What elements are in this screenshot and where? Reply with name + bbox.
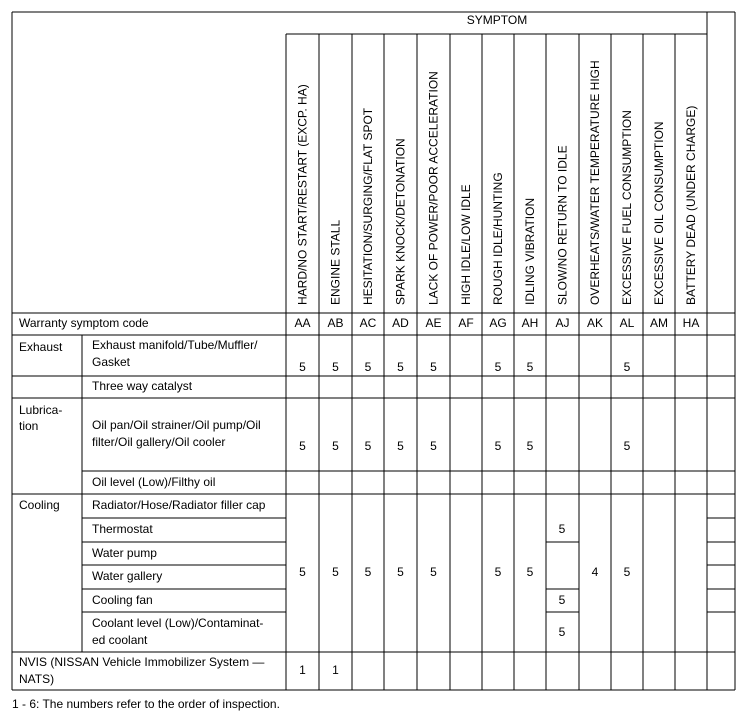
- warranty-code-ab: AB: [327, 316, 344, 330]
- exhaust-value-al: 5: [623, 360, 631, 374]
- cooling-value-ag: 5: [494, 565, 502, 579]
- lubrication-value-ad: 5: [397, 439, 404, 453]
- exhaust-value-ag: 5: [494, 360, 502, 374]
- lubrication-value-ab: 5: [332, 439, 339, 453]
- exhaust-value-ae: 5: [430, 360, 437, 374]
- cooling-value-ae: 5: [430, 565, 437, 579]
- warranty-code-aj: AJ: [555, 316, 570, 330]
- item-exhaust-manifold-line2: Gasket: [92, 355, 131, 369]
- nvis-label-line2: NATS): [19, 672, 55, 686]
- item-radiator: Radiator/Hose/Radiator filler cap: [92, 498, 266, 512]
- warranty-code-ae: AE: [425, 316, 442, 330]
- warranty-code-ah: AH: [521, 316, 539, 330]
- warranty-code-aa: AA: [294, 316, 311, 330]
- lubrication-value-ag: 5: [494, 439, 502, 453]
- cooling-value-ak: 4: [591, 565, 599, 579]
- warranty-code-ac: AC: [359, 316, 377, 330]
- symptom-header-8: IDLING VIBRATION: [523, 197, 537, 305]
- group-label-lubrication-line2: tion: [19, 419, 39, 433]
- exhaust-value-ac: 5: [364, 360, 372, 374]
- item-exhaust-manifold-line1: Exhaust manifold/Tube/Muffler/: [92, 338, 258, 352]
- footnote: 1 - 6: The numbers refer to the order of inspection.: [12, 697, 280, 711]
- symptom-header-7: ROUGH IDLE/HUNTING: [491, 172, 505, 305]
- cooling-value-ah: 5: [526, 565, 534, 579]
- slow-return-thermostat-value: 5: [558, 522, 566, 536]
- symptom-header-1: HARD/NO START/RESTART (EXCP. HA): [295, 84, 310, 305]
- lubrication-value-ah: 5: [526, 439, 534, 453]
- warranty-code-ak: AK: [586, 316, 604, 330]
- cooling-value-al: 5: [623, 565, 631, 579]
- lubrication-value-ae: 5: [430, 439, 437, 453]
- symptom-header-13: BATTERY DEAD (UNDER CHARGE): [684, 105, 698, 305]
- item-thermostat: Thermostat: [92, 522, 153, 536]
- cooling-value-aa: 5: [299, 565, 306, 579]
- lubrication-value-al: 5: [623, 439, 631, 453]
- item-coolant-level-line1: Coolant level (Low)/Contaminat-: [92, 616, 264, 630]
- item-three-way-catalyst: Three way catalyst: [92, 379, 193, 393]
- symptom-header-2: ENGINE STALL: [328, 219, 343, 305]
- group-label-cooling: Cooling: [19, 498, 60, 512]
- group-label-exhaust: Exhaust: [19, 340, 63, 354]
- nvis-value-aa: 1: [299, 663, 306, 677]
- warranty-code-ag: AG: [489, 316, 507, 330]
- exhaust-value-ah: 5: [526, 360, 534, 374]
- item-oil-pan-line1: Oil pan/Oil strainer/Oil pump/Oil: [92, 418, 261, 432]
- warranty-code-af: AF: [458, 316, 474, 330]
- slow-return-coolant-value: 5: [558, 625, 566, 639]
- lubrication-value-ac: 5: [364, 439, 372, 453]
- cooling-value-ad: 5: [397, 565, 404, 579]
- nvis-label-line1: NVIS (NISSAN Vehicle Immobilizer System —: [19, 655, 265, 669]
- lubrication-value-aa: 5: [299, 439, 306, 453]
- exhaust-value-aa: 5: [299, 360, 306, 374]
- exhaust-value-ab: 5: [332, 360, 339, 374]
- item-water-pump: Water pump: [92, 546, 157, 560]
- symptom-header-3: HESITATION/SURGING/FLAT SPOT: [361, 107, 375, 305]
- symptom-header-6: HIGH IDLE/LOW IDLE: [459, 184, 473, 305]
- item-coolant-level-line2: ed coolant: [92, 633, 148, 647]
- warranty-code-ad: AD: [392, 316, 409, 330]
- warranty-code-ha: HA: [682, 316, 700, 330]
- nvis-value-ab: 1: [332, 663, 339, 677]
- symptom-header-10: OVERHEATS/WATER TEMPERATURE HIGH: [588, 60, 602, 305]
- group-label-lubrication-line1: Lubrica-: [19, 403, 63, 417]
- warranty-code-am: AM: [650, 316, 668, 330]
- warranty-code-label: Warranty symptom code: [19, 316, 149, 330]
- item-oil-pan-line2: filter/Oil gallery/Oil cooler: [92, 435, 226, 449]
- symptom-header-4: SPARK KNOCK/DETONATION: [393, 138, 408, 305]
- item-water-gallery: Water gallery: [92, 569, 163, 583]
- warranty-code-al: AL: [619, 316, 635, 330]
- item-oil-level: Oil level (Low)/Filthy oil: [92, 475, 216, 489]
- symptom-header-11: EXCESSIVE FUEL CONSUMPTION: [620, 110, 634, 305]
- slow-return-cooling-fan-value: 5: [558, 593, 566, 607]
- cooling-value-ab: 5: [332, 565, 339, 579]
- cooling-value-ac: 5: [364, 565, 372, 579]
- symptom-header-12: EXCESSIVE OIL CONSUMPTION: [652, 121, 666, 305]
- item-cooling-fan: Cooling fan: [92, 593, 153, 607]
- symptom-header-5: LACK OF POWER/POOR ACCELERATION: [426, 71, 441, 305]
- exhaust-value-ad: 5: [397, 360, 404, 374]
- symptom-header: SYMPTOM: [466, 13, 528, 27]
- symptom-header-9: SLOW/NO RETURN TO IDLE: [555, 145, 570, 305]
